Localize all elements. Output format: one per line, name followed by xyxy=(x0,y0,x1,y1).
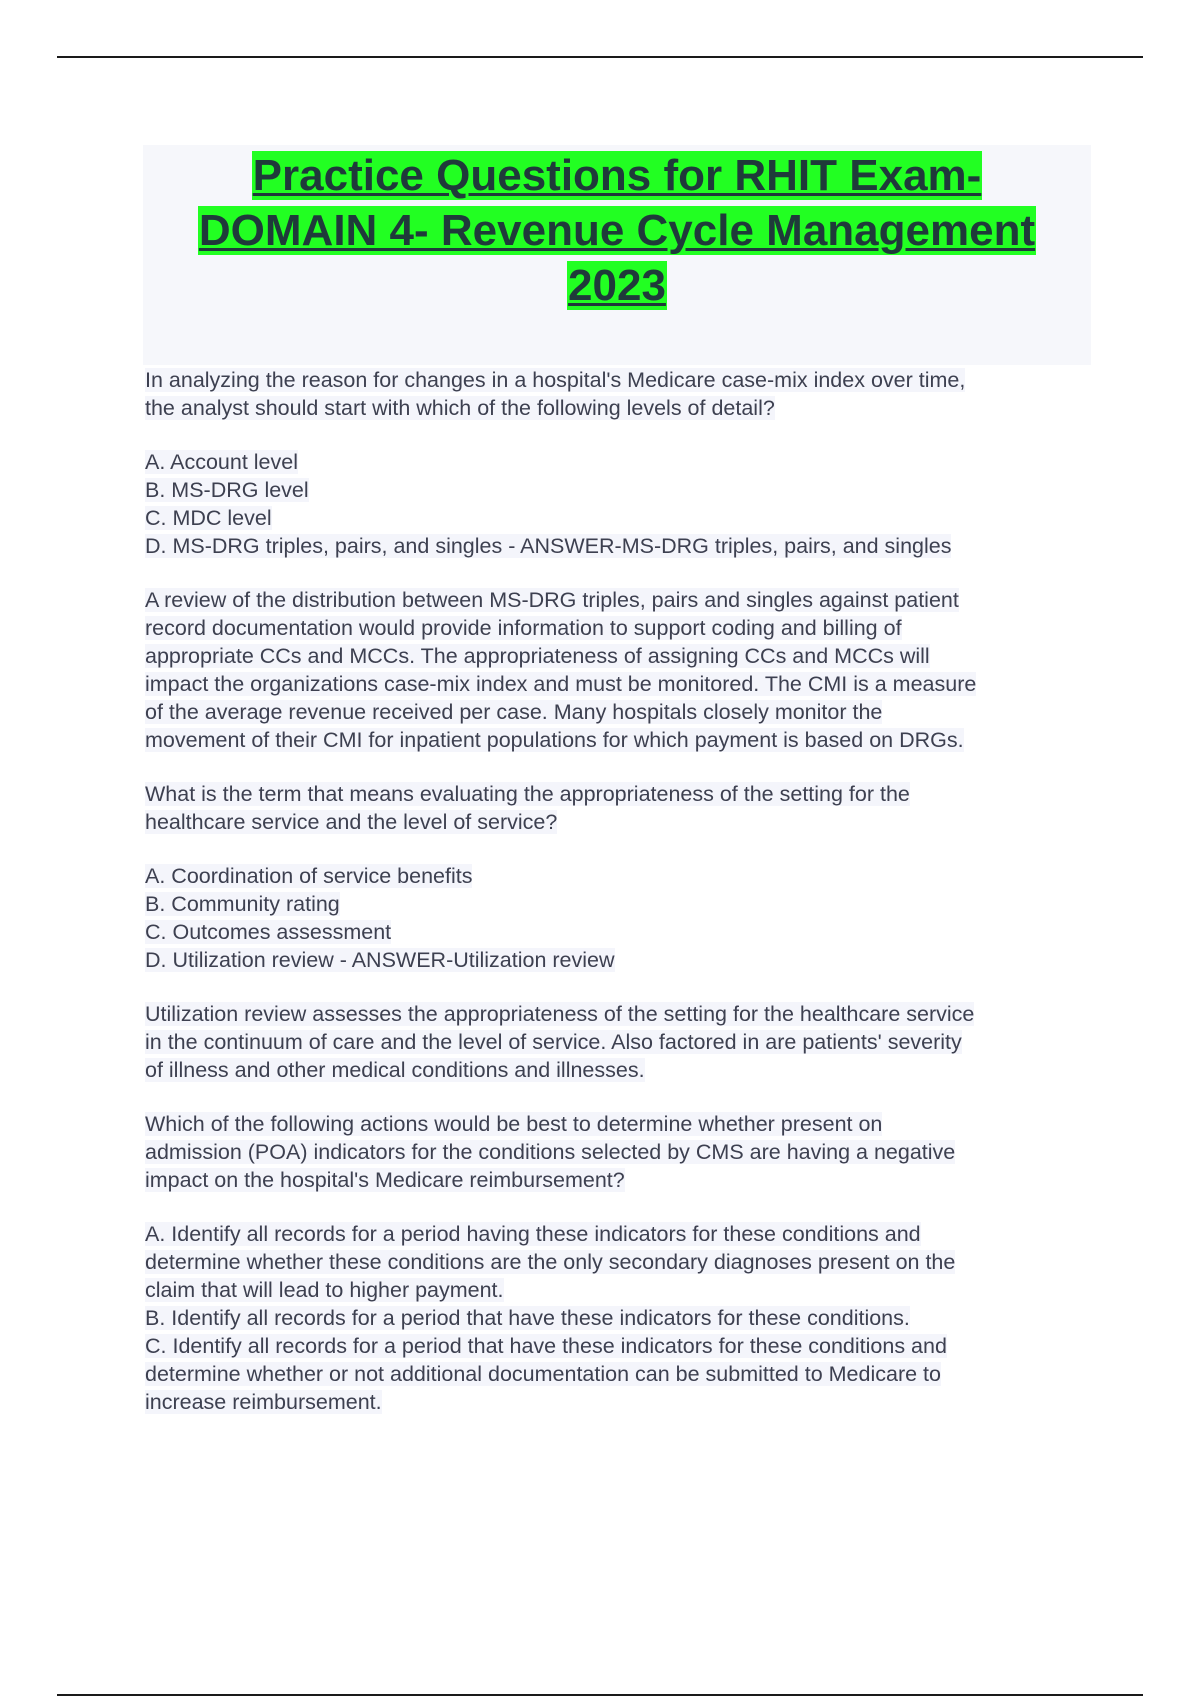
document-body xyxy=(145,366,1095,1442)
q3-question: Which of the following actions would be best to determine whether present on admission (POA) indicators for the conditions selected by CMS are having a negative impact on the hospital's Medicare reimbursement? xyxy=(145,1112,956,1192)
footer-rule xyxy=(57,1694,1143,1696)
title-line-1: Practice Questions for RHIT Exam- xyxy=(252,151,982,200)
header-rule xyxy=(57,56,1143,58)
q2-option-a: A. Coordination of service benefits xyxy=(145,864,473,888)
q3-option-b: B. Identify all records for a period that have these indicators for these conditions. xyxy=(145,1306,910,1330)
title-line-2: DOMAIN 4- Revenue Cycle Management xyxy=(198,206,1036,255)
q2-explanation: Utilization review assesses the appropriateness of the setting for the healthcare service in the continuum of care and the level of service. Also factored in are patients' severity of illness and other medical conditions and illnesses. xyxy=(145,1002,975,1082)
q1-question: In analyzing the reason for changes in a hospital's Medicare case-mix index over time, the analyst should start with which of the following levels of detail? xyxy=(145,368,966,420)
q2-question: What is the term that means evaluating the appropriateness of the setting for the healthcare service and the level of service? xyxy=(145,782,910,834)
q2-options xyxy=(145,862,1095,974)
q1-option-c: C. MDC level xyxy=(145,506,272,530)
q1-option-d: D. MS-DRG triples, pairs, and singles - ANSWER-MS-DRG triples, pairs, and singles xyxy=(145,534,952,558)
q1-option-b: B. MS-DRG level xyxy=(145,478,309,502)
q2-option-c: C. Outcomes assessment xyxy=(145,920,392,944)
q1-options xyxy=(145,448,1095,560)
q2-option-b: B. Community rating xyxy=(145,892,340,916)
q3-option-a: A. Identify all records for a period having these indicators for these conditions and xyxy=(145,1222,921,1246)
q1-explanation: A review of the distribution between MS-DRG triples, pairs and singles against patient record documentation would provide information to support coding and billing of appropriate CCs and MCCs. The appropriateness of assigning CCs and MCCs will impact the organizations case-mix index and must be monitored. The CMI is a measure of the average revenue received per case. Many hospitals closely monitor the movement of their CMI for inpatient populations for which payment is based on DRGs. xyxy=(145,588,977,752)
q2-option-d: D. Utilization review - ANSWER-Utilization review xyxy=(145,948,615,972)
q1-option-a: A. Account level xyxy=(145,450,298,474)
q3-options: A. Identify all records for a period having these indicators for these conditions and determine whether these conditions are the only secondary diagnoses present on the claim that will lead to higher payment. B. Identify all records for a period that have these indicators for these conditions. C. Identify all records for a period that have these indicators for these conditions and determine whether or not additional documentation can be submitted to Medicare to increase reimbursement. xyxy=(145,1220,1095,1416)
document-title xyxy=(143,145,1091,365)
title-line-3: 2023 xyxy=(568,261,666,310)
q3-option-c: C. Identify all records for a period that have these indicators for these conditions and xyxy=(145,1334,947,1358)
